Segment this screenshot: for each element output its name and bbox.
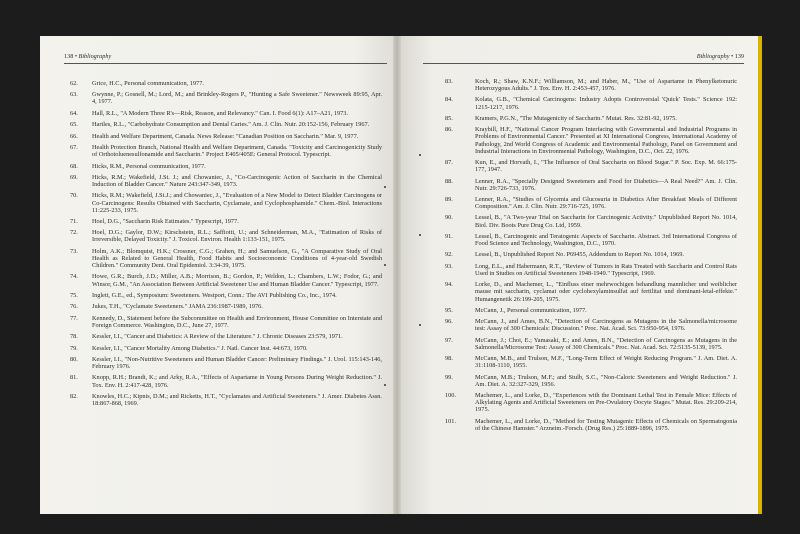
reference-number: 77. xyxy=(70,314,78,322)
reference-number: 83. xyxy=(445,78,453,85)
reference-text: Health and Welfare Department, Canada. News Release: "Canadian Position on Saccharin." Mar. 9, 1977. xyxy=(92,132,359,140)
reference-entry xyxy=(445,115,737,122)
reference-text: Lessel, B., "A Two-year Trial on Saccharin for Carcinogenic Activity." Unpublished Report No. 1014, Biol. Div. Boots Pure Drug Co. Ltd, 1959. xyxy=(475,214,737,229)
reference-number: 97. xyxy=(445,336,453,344)
reference-number: 72. xyxy=(70,229,78,237)
reference-number: 74. xyxy=(70,273,78,281)
reference-entry xyxy=(445,392,737,413)
reference-entry xyxy=(64,345,382,352)
left-page-number: 138 xyxy=(64,53,74,60)
reference-entry xyxy=(64,192,382,213)
reference-number: 95. xyxy=(445,306,453,314)
reference-number: 99. xyxy=(445,373,453,381)
reference-text: Hicks, R.M.; Wakefield, J.St.J.; and Chowaniec, J., "Evaluation of a New Model to Detect Bladder Carcinogens or Co-Carcinogens: Results Obtained with Saccharin, Cyclamate, and Cyclophosphamide." Chem.-Biol. Interactions 11:225-233, 1975. xyxy=(92,192,382,214)
reference-text: Hicks, R.M.; Wakefield, J.St. J.; and Chowaniec, J., "Co-Carcinogenic Action of Saccharin in the Chemical Induction of Bladder Cancer." Nature 243:347-349, 1973. xyxy=(92,173,382,189)
reference-number: 92. xyxy=(445,251,453,259)
reference-number: 98. xyxy=(445,355,453,363)
reference-entry xyxy=(445,214,737,228)
reference-entry xyxy=(64,315,382,329)
reference-text: Health Protection Branch, National Health and Welfare Department, Canada. "Toxicity and Carcinogenicity Study of Orthotoluenesulfonamide and Saccharin." Project E405/405E: General Protocol. Typescript. xyxy=(92,144,382,159)
reference-entry xyxy=(445,263,737,277)
reference-text: McCann, J.; Choi, E.; Yamasaki, E.; and Ames, B.N., "Detection of Carcinogens as Mutagens in the Salmonella/Microsome Test: Assay of 300 Chemicals." Proc. Nat. Acad. Sci. 72:5135-5139, 1975. xyxy=(475,336,737,351)
reference-text: Koch, R.; Shaw, K.N.F.; Williamson, M.; and Haber, M., "Use of Aspartame in Phenylketonuric Heterozygous Adults." J. Tox. Env. H. 2:453-457, 1976. xyxy=(475,78,737,93)
reference-entry xyxy=(64,110,382,117)
reference-text: Hall, R.L., "A Modern Three R's—Risk, Reason, and Relevancy." Can. I. Food 6(1): A17–A21, 1973. xyxy=(92,109,349,117)
reference-number: 66. xyxy=(70,132,78,140)
reference-text: Hicks, R.M., Personal communication, 1977. xyxy=(92,162,206,170)
reference-entry xyxy=(445,307,737,314)
reference-entry xyxy=(445,418,737,432)
margin-mark xyxy=(384,186,386,188)
reference-entry xyxy=(64,273,382,287)
margin-mark xyxy=(419,324,421,326)
reference-number: 73. xyxy=(70,247,78,255)
reference-entry xyxy=(445,96,737,110)
margin-mark xyxy=(419,154,421,156)
reference-entry xyxy=(445,337,737,351)
reference-entry xyxy=(64,133,382,140)
reference-text: Kraybill, H.F., "National Cancer Program Interfacing with Governmental and Industrial Programs in Problems of Environmental Cancer." Presented at XI International Congress, International Academy of Pathology, 2nd World Congress of Academic and Environmental Pathology, Panel on Government and Industrial Interactions in Environmental Pathology, Washington, D.C., Oct. 22, 1976. xyxy=(475,126,737,155)
reference-number: 100. xyxy=(445,392,457,400)
page-edge-strip xyxy=(758,36,762,514)
reference-entry xyxy=(445,159,737,173)
right-reference-list xyxy=(445,78,737,436)
reference-entry xyxy=(64,163,382,170)
reference-number: 96. xyxy=(445,318,453,326)
reference-number: 69. xyxy=(70,173,78,181)
reference-entry xyxy=(445,233,737,247)
reference-text: Kessler, I.I., "Cancer and Diabetics: A Review of the Literature." J. Chronic Diseases 23:579, 1971. xyxy=(92,333,343,341)
margin-mark xyxy=(419,234,421,236)
reference-number: 79. xyxy=(70,344,78,352)
reference-entry xyxy=(64,144,382,158)
reference-text: Knopp, R.H.; Brandt, K.; and Arky, R.A., "Effects of Aspartame in Young Persons During Weight Reduction." J. Tox. Env. H. 2:417-428, 1976. xyxy=(92,374,382,389)
reference-text: Kessler, I.I., "Non-Nutritive Sweeteners and Human Bladder Cancer: Preliminary Findings." J. Urol. 115:143-146, February 1976. xyxy=(92,355,382,371)
reference-text: Jukes, T.H., "Cyclamate Sweeteners." JAMA 236:1987-1989, 1976. xyxy=(92,303,263,311)
reference-number: 70. xyxy=(70,192,78,200)
left-reference-list xyxy=(64,80,382,411)
reference-entry xyxy=(445,78,737,92)
reference-entry xyxy=(64,121,382,128)
reference-number: 94. xyxy=(445,281,453,289)
margin-mark xyxy=(384,264,386,266)
reference-entry xyxy=(64,303,382,310)
reference-text: Holm, A.K.; Blomquist, H.K.; Crossner, C.G.; Grahen, H.; and Samuelson, G., "A Comparative Study of Oral Health as Related to General Health, Food Habits and Socioeconomic Conditions of 4-year-old Swedish Children." Community Dent. Oral Epidemiol. 3:34-39, 1975. xyxy=(92,247,382,270)
reference-entry xyxy=(64,374,382,388)
reference-entry xyxy=(64,356,382,370)
reference-text: Lessel, B., Carcinogenic and Teratogenic Aspects of Saccharin. Abstract. 3rd International Congress of Food Science and Technology, Washington, D.C., 1970. xyxy=(475,232,737,248)
reference-entry xyxy=(64,80,382,87)
reference-text: Kennedy, D., Statement before the Subcommittee on Health and Environment, House Committee on Interstate and Foreign Commerce. Washington, D.C., June 27, 1977. xyxy=(92,314,382,329)
reference-entry xyxy=(64,333,382,340)
reference-number: 71. xyxy=(70,217,78,225)
reference-entry xyxy=(445,374,737,388)
left-page xyxy=(40,36,397,514)
reference-text: Kun, E., and Horvath, I., "The Influence of Oral Saccharin on Blood Sugar." P. Soc. Exp. M. 66:175-177, 1947. xyxy=(475,159,737,174)
right-header-rule xyxy=(423,63,744,64)
right-page-header: Bibliography • 139 xyxy=(696,53,744,60)
reference-number: 87. xyxy=(445,159,453,167)
reference-text: McCann, J., and Ames, B.N., "Detection of Carcinogens as Mutagens in the Salmonella/microsome test: Assay of 300 Chemicals: Discussion." Proc. Nat. Acad. Sci. 73:950-954, 1976. xyxy=(475,318,737,333)
reference-number: 89. xyxy=(445,196,453,203)
reference-text: Gwynne, P.; Gosnell, M.; Lord, M.; and Brinkley-Rogers P., "Hunting a Safe Sweetener." Newsweek 89:95, Apr. 4, 1977. xyxy=(92,91,382,106)
left-page-header: 138 • Bibliography xyxy=(64,53,112,60)
reference-text: Kessler, I.I., "Cancer Mortality Among Diabetics." J. Natl. Cancer Inst. 44:673, 1970. xyxy=(92,344,308,352)
reference-entry xyxy=(445,196,737,210)
reference-entry xyxy=(445,281,737,302)
reference-text: Long, E.L., and Habermann, R.T., "Review of Tumors in Rats Treated with Saccharin and Control Rats Used in Studies on Artificial Sweeteners 1948-1949." Typescript, 1969. xyxy=(475,262,737,277)
reference-number: 101. xyxy=(445,417,457,425)
reference-text: Howe, G.R.; Burch, J.D.; Miller, A.B.; Morrison, B.; Gordon, P.; Weldon, L.; Chambers, L.W.; Fodor, G.; and Winsor, G.M., "An Association Between Artificial Sweetener Use and Human Bladder Cancer." Typescript, 1977. xyxy=(92,273,382,288)
reference-text: Lenner, R.A., "Studies of Glycemia and Glucosuria in Diabetics After Breakfast Meals of Different Composition." Am. J. Clin. Nutr. 29:716-725, 1976. xyxy=(475,196,737,211)
right-page-number: 139 xyxy=(734,53,744,60)
reference-number: 88. xyxy=(445,177,453,185)
reference-number: 76. xyxy=(70,303,78,311)
margin-mark xyxy=(384,384,386,386)
left-running-title: Bibliography xyxy=(78,53,112,60)
reference-number: 67. xyxy=(70,144,78,152)
reference-number: 84. xyxy=(445,96,453,104)
reference-text: Inglett, G.E., ed., Symposium: Sweeteners. Westport, Conn.: The AVI Publishing Co., Inc., 1974. xyxy=(92,291,337,299)
reference-entry xyxy=(64,174,382,188)
reference-entry xyxy=(445,318,737,332)
reference-text: Hoel, D.G., "Saccharin Risk Estimates." Typescript, 1977. xyxy=(92,217,239,225)
reference-entry xyxy=(445,126,737,154)
reference-entry xyxy=(445,355,737,369)
reference-number: 75. xyxy=(70,291,78,299)
reference-text: Lorke, D., and Machemer, L., "Einfluss einer mehrwochigen behandlung mannlicher und weiblicher mause mit saccharin, cyclamat oder cyclohexylaminsulfat auf fertilitat und dominant-letal-effekte." Humangenetik 26:199-205, 1975. xyxy=(475,281,737,303)
reference-number: 86. xyxy=(445,126,453,134)
reference-entry xyxy=(64,248,382,269)
reference-text: McCann, M.B.; Trulson, M.F.; and Stulb, S.C., "Non-Caloric Sweeteners and Weight Reduction." J. Am. Diet. A. 32:327-329, 1956. xyxy=(475,373,737,388)
reference-entry xyxy=(445,178,737,192)
reference-number: 78. xyxy=(70,333,78,341)
reference-text: McCann, J., Personal communication, 1977. xyxy=(475,306,587,314)
reference-text: Machemer, L., and Lorke, D., "Method for Testing Mutagenic Effects of Chemicals on Spermatogonia of the Chinese Hamster." Arzneim.-Forsch. (Drug Res.) 25:1889-1896, 1975. xyxy=(475,417,737,432)
reference-text: Grice, H.C., Personal communication, 1977. xyxy=(92,80,204,87)
reference-text: Lenner, R.A., "Specially Designed Sweeteners and Food for Diabetics—A Real Need?" Am. J. Clin. Nutr. 29:726-733, 1976. xyxy=(475,177,737,192)
reference-number: 62. xyxy=(70,80,78,87)
reference-text: Kramers, P.G.N., "The Mutagenicity of Saccharin." Mutat. Res. 32:81-92, 1975. xyxy=(475,114,677,122)
reference-text: Machemer, L., and Lorke, D., "Experiences with the Dominant Lethal Test in Female Mice: Effects of Alkylating Agents and Artificial Sweeteners on Pre-Ovulatory Oocyte Stages." Mutat. Res. 29:209-214, 1975. xyxy=(475,392,737,414)
reference-entry xyxy=(64,229,382,243)
reference-number: 81. xyxy=(70,374,78,382)
right-running-title: Bibliography xyxy=(696,53,730,60)
reference-entry xyxy=(64,218,382,225)
book-gutter xyxy=(393,36,401,514)
reference-text: Lessel, B., Unpublished Report No. P69455, Addendum to Report No. 1014, 1969. xyxy=(475,251,685,259)
reference-number: 85. xyxy=(445,114,453,122)
reference-text: Kolata, G.B., "Chemical Carcinogens: Industry Adopts Controversial 'Quick' Tests." Science 192: 1215-1217, 1976. xyxy=(475,96,737,111)
book-spread xyxy=(40,36,762,514)
reference-text: McCann, M.B., and Trulson, M.F., "Long-Term Effect of Weight Reducing Program." J. Am. Diet. A. 31:1108-1110, 1955. xyxy=(475,355,737,370)
reference-text: Hoel, D.G.; Gaylor, D.W.; Kirschstein, R.L.; Saffiotti, U.; and Schneiderman, M.A., "Estimation of Risks of Irreversible, Delayed Toxicity." J. Toxicol. Environ. Health 1:133-151, 1975. xyxy=(92,229,382,244)
reference-entry xyxy=(64,292,382,299)
reference-number: 68. xyxy=(70,162,78,170)
reference-entry xyxy=(64,393,382,407)
reference-text: Hartles, R.L., "Carbohydrate Consumption and Dental Caries." Am. J. Clin. Nutr. 20:152-156, February 1967. xyxy=(92,121,370,129)
reference-number: 82. xyxy=(70,392,78,400)
reference-entry xyxy=(445,251,737,258)
reference-number: 93. xyxy=(445,262,453,270)
reference-text: Knowles, H.C.; Kipnis, D.M.; and Ricketts, H.T., "Cyclamates and Artificial Sweeteners." J. Amer. Diabetes Assn. 18:867-868, 1969. xyxy=(92,392,382,408)
reference-number: 80. xyxy=(70,355,78,363)
reference-number: 63. xyxy=(70,91,78,99)
reference-number: 91. xyxy=(445,232,453,240)
reference-number: 90. xyxy=(445,214,453,222)
reference-number: 64. xyxy=(70,109,78,117)
left-header-rule xyxy=(64,63,387,64)
right-page xyxy=(397,36,762,514)
reference-number: 65. xyxy=(70,121,78,129)
reference-entry xyxy=(64,91,382,105)
